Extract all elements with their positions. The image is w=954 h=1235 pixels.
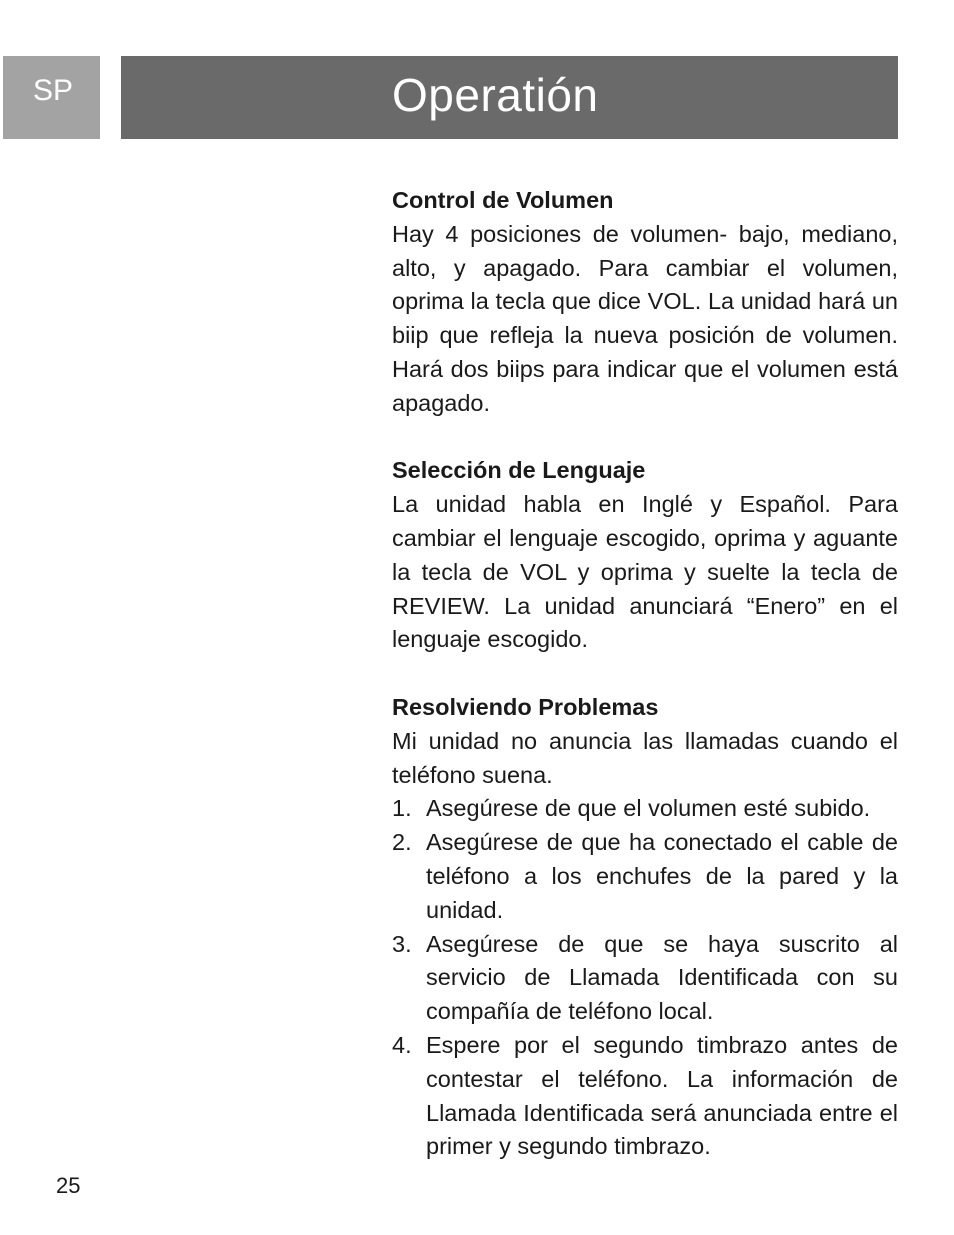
troubleshooting-list	[392, 792, 898, 1164]
list-item-text: Asegúrese de que se haya suscrito al servicio de Llamada Identificada con su compañía de teléfono local.	[426, 930, 898, 1025]
page-title: Operatión	[392, 69, 599, 121]
list-item	[392, 826, 898, 927]
section-heading: Resolviendo Problemas	[392, 693, 659, 720]
section-volume-control	[392, 184, 898, 421]
list-item-number: 3.	[392, 930, 412, 957]
list-item-text: Asegúrese de que ha conectado el cable de teléfono a los enchufes de la pared y la unidad.	[426, 829, 898, 923]
section-body: Hay 4 posiciones de volumen- bajo, mediano, alto, y apagado. Para cambiar el volumen, oprima la tecla que dice VOL. La unidad hará un biip que refleja la nueva posición de volumen. Hará dos biips para indicar que el volumen está apagado.	[392, 220, 898, 416]
page-number: 25	[56, 1173, 81, 1198]
section-heading: Control de Volumen	[392, 187, 614, 213]
list-item	[392, 792, 898, 826]
list-item-text: Espere por el segundo timbrazo antes de contestar el teléfono. La información de Llamada Identificada será anunciada entre el primer y segundo timbrazo.	[426, 1031, 898, 1160]
main-content	[392, 184, 898, 1198]
section-body: La unidad habla en Inglé y Español. Para cambiar el lenguaje escogido, oprima y aguante la tecla de VOL y oprima y suelte la tecla de REVIEW. La unidad anunciará “Enero” en el lenguaje escogido.	[392, 491, 898, 653]
list-item-number: 4.	[392, 1031, 412, 1058]
list-item-number: 1.	[392, 795, 412, 822]
list-item	[392, 1029, 898, 1164]
section-body: Mi unidad no anuncia las llamadas cuando el teléfono suena.	[392, 727, 898, 788]
section-troubleshooting	[392, 691, 898, 1164]
language-tab-label: SP	[33, 74, 74, 107]
list-item-text: Asegúrese de que el volumen esté subido.	[426, 795, 871, 822]
list-item	[392, 928, 898, 1029]
title-bar	[121, 56, 898, 139]
language-tab	[3, 56, 100, 139]
section-heading: Selección de Lenguaje	[392, 457, 646, 484]
section-language-selection	[392, 454, 898, 657]
list-item-number: 2.	[392, 829, 412, 856]
